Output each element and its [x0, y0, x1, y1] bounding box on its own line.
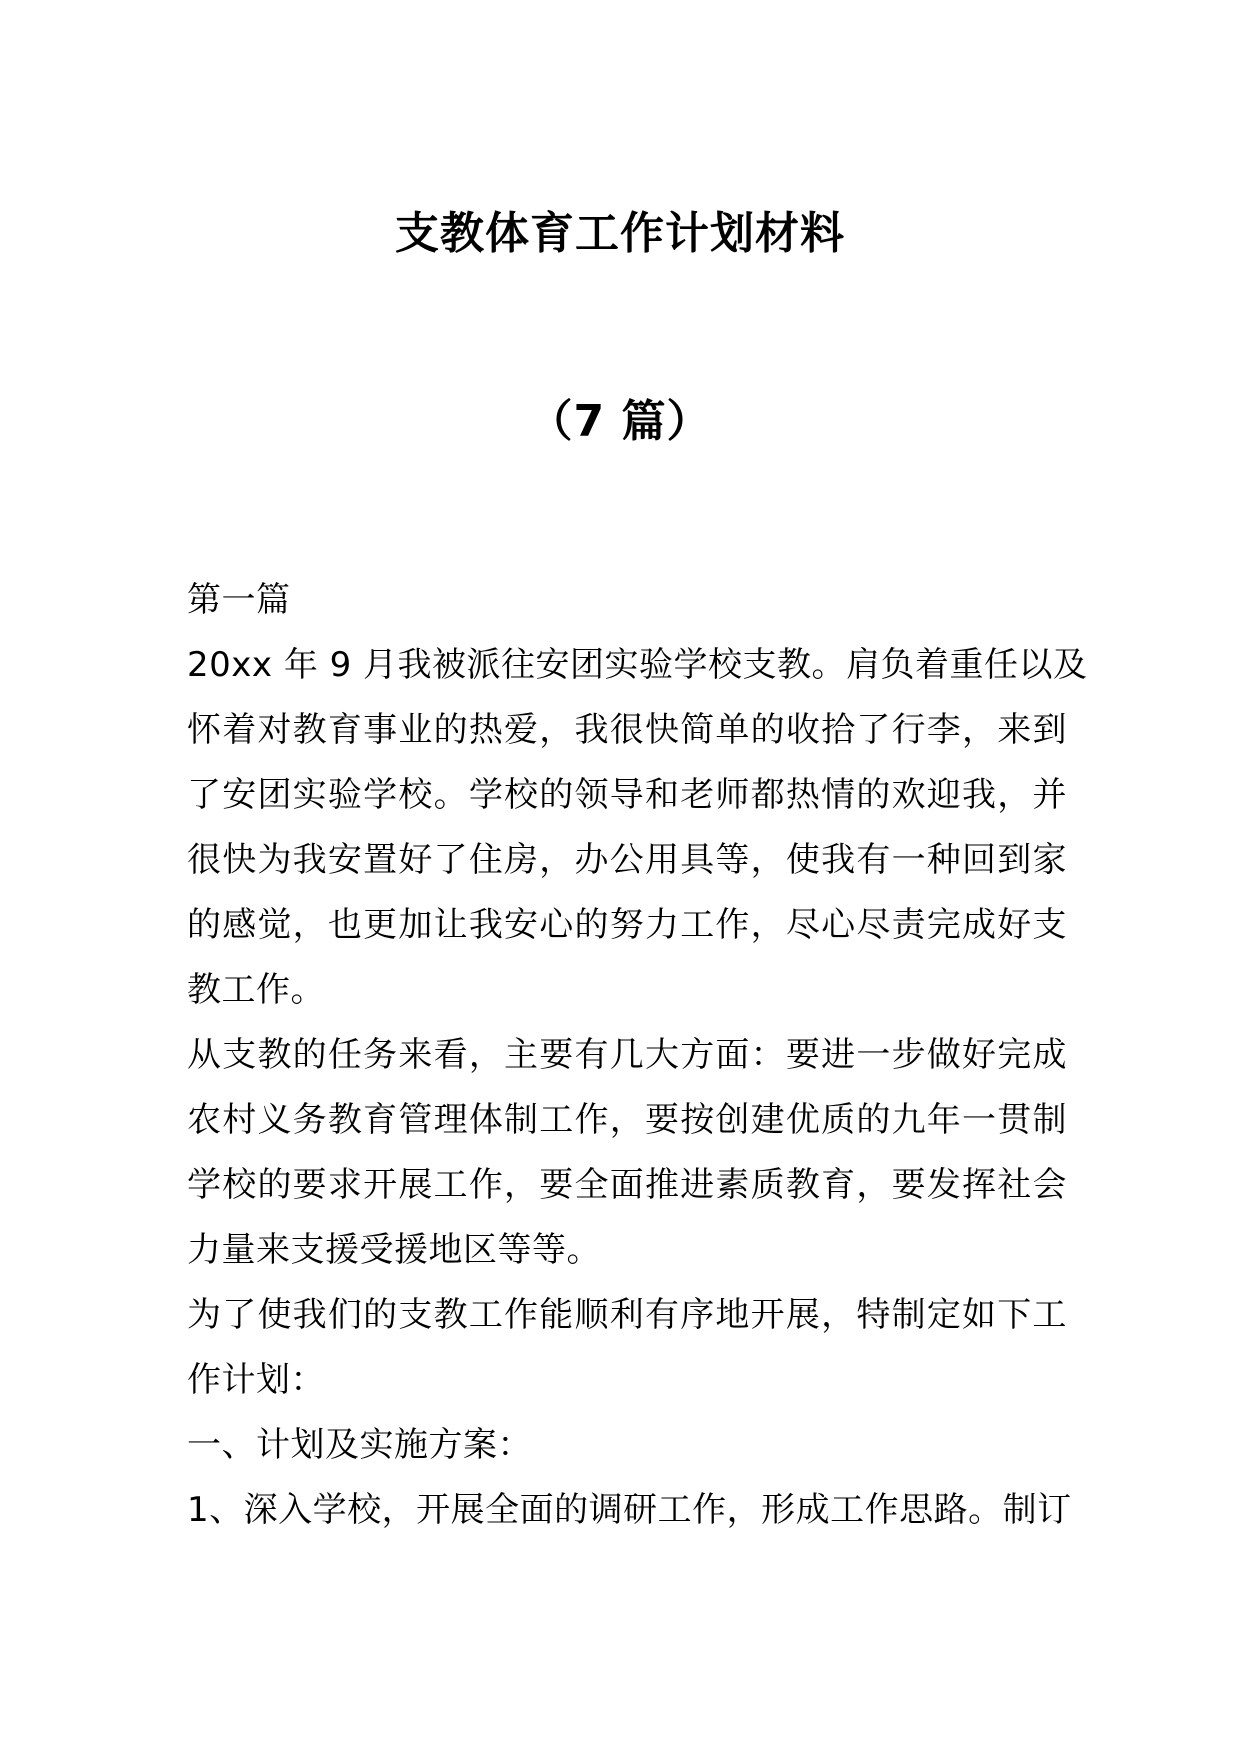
paragraph-line: 了安团实验学校。学校的领导和老师都热情的欢迎我，并 [187, 775, 1067, 815]
document-body [187, 568, 1088, 1543]
paragraph-line: 怀着对教育事业的热爱，我很快简单的收拾了行李，来到 [187, 710, 1067, 750]
section-heading: 第一篇 [187, 580, 291, 620]
paragraph-line: 为了使我们的支教工作能顺利有序地开展，特制定如下工 [187, 1295, 1067, 1335]
paragraph-line: 很快为我安置好了住房，办公用具等，使我有一种回到家 [187, 840, 1067, 880]
paragraph-line: 作计划： [187, 1360, 325, 1400]
subsection-heading: 一、计划及实施方案： [187, 1425, 532, 1465]
paragraph-line: 农村义务教育管理体制工作，要按创建优质的九年一贯制 [187, 1100, 1067, 1140]
document-title: 支教体育工作计划材料 [395, 208, 845, 259]
paragraph-line: 力量来支援受援地区等等。 [187, 1230, 601, 1270]
paragraph-line: 学校的要求开展工作，要全面推进素质教育，要发挥社会 [187, 1165, 1067, 1205]
paragraph-line: 1、深入学校，开展全面的调研工作，形成工作思路。制订 [187, 1490, 1072, 1530]
paragraph-line: 从支教的任务来看，主要有几大方面：要进一步做好完成 [187, 1035, 1067, 1075]
paragraph-line: 的感觉，也更加让我安心的努力工作，尽心尽责完成好支 [187, 905, 1067, 945]
paragraph-line: 20xx 年 9 月我被派往安团实验学校支教。肩负着重任以及 [187, 645, 1088, 685]
paragraph-line: 教工作。 [187, 970, 325, 1010]
document-subtitle: （7 篇） [528, 396, 712, 447]
